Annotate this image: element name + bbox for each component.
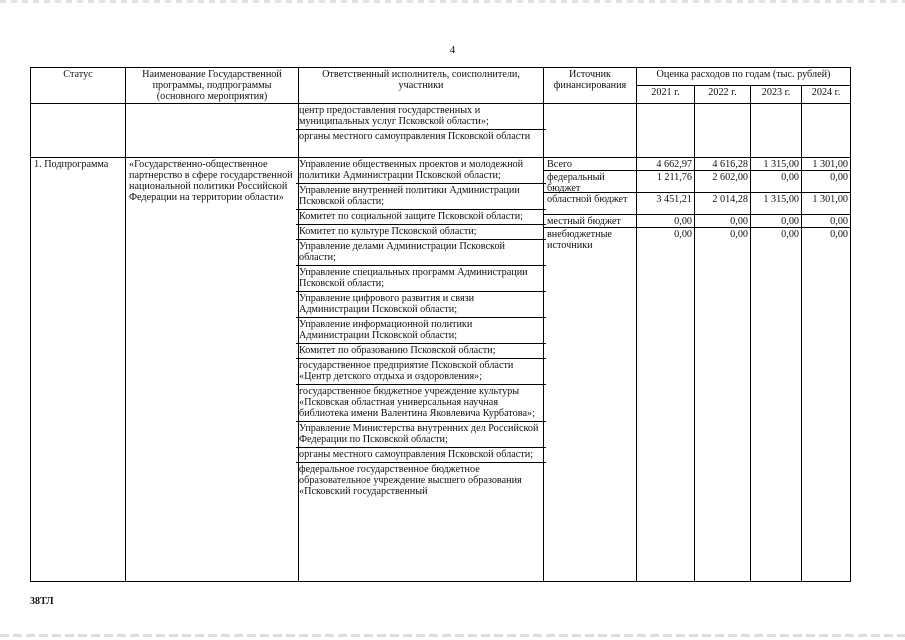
value-cell: 0,00 (802, 171, 850, 193)
executor-entry: Управление общественных проектов и молодежной политики Администрации Псковской области; (299, 159, 524, 181)
scan-artifact-bottom (0, 634, 905, 637)
cont-value-cell (637, 104, 695, 158)
value-cell: 1 301,00 (802, 193, 850, 215)
executor-entry: центр предоставления государственных и муниципальных услуг Псковской области»; (299, 105, 489, 127)
funding-source: местный бюджет (544, 215, 636, 228)
executor-entry: органы местного самоуправления Псковской области (296, 129, 546, 144)
executor-entry: органы местного самоуправления Псковской области; (296, 447, 546, 462)
year-2023-values (751, 158, 802, 582)
header-year: 2021 г. (637, 86, 695, 104)
executor-entry: Комитет по образованию Псковской области; (296, 343, 546, 358)
budget-table (30, 67, 851, 582)
value-cell: 1 211,76 (637, 171, 694, 193)
value-cell: 3 451,21 (637, 193, 694, 215)
executor-entry: федеральное государственное бюджетное образовательное учреждение высшего образования «Псковский государственный (296, 462, 546, 499)
cont-executors-cell (299, 104, 544, 158)
header-status: Статус (31, 68, 126, 104)
value-cell: 1 301,00 (802, 158, 850, 171)
value-cell: 4 616,28 (695, 158, 750, 171)
subprogram-row (31, 158, 851, 582)
executor-entry: Комитет по культуре Псковской области; (296, 224, 546, 239)
scan-artifact-top (0, 0, 905, 3)
header-year: 2023 г. (751, 86, 802, 104)
value-cell: 2 014,28 (695, 193, 750, 215)
funding-source: областной бюджет (544, 193, 636, 215)
executor-entry: Управление делами Администрации Псковской области; (296, 239, 546, 265)
header-executor: Ответственный исполнитель, соисполнители, участники (299, 68, 544, 104)
value-cell: 0,00 (751, 171, 801, 193)
funding-source: внебюджетные источники (547, 229, 612, 251)
header-year: 2022 г. (695, 86, 751, 104)
value-cell: 0,00 (637, 215, 694, 228)
header-row (31, 68, 851, 86)
value-cell: 4 662,97 (637, 158, 694, 171)
cont-value-cell (695, 104, 751, 158)
cont-status-cell (31, 104, 126, 158)
executor-entry: Управление информационной политики Администрации Псковской области; (296, 317, 546, 343)
cont-name-cell (126, 104, 299, 158)
header-source: Источник финансирования (544, 68, 637, 104)
cont-value-cell (751, 104, 802, 158)
cont-source-cell (544, 104, 637, 158)
value-cell: 0,00 (830, 229, 848, 240)
value-cell: 1 315,00 (751, 193, 801, 215)
executor-entry: государственное предприятие Псковской области «Центр детского отдыха и оздоровления»; (296, 358, 546, 384)
value-cell: 0,00 (674, 229, 692, 240)
continuation-row (31, 104, 851, 158)
value-cell: 0,00 (802, 215, 850, 228)
value-cell: 0,00 (730, 229, 748, 240)
executor-entry: Управление внутренней политики Администрации Псковской области; (296, 183, 546, 209)
subprogram-name: «Государственно-общественное партнерство в сфере государственной национальной политики Российской Федерации на территории области» (126, 158, 299, 582)
page-number: 4 (449, 44, 456, 56)
executor-entry: Управление Министерства внутренних дел Российской Федерации по Псковской области; (296, 421, 546, 447)
value-cell: 0,00 (695, 215, 750, 228)
executor-entry: Управление цифрового развития и связи Администрации Псковской области; (296, 291, 546, 317)
funding-source: федеральный бюджет (544, 171, 636, 193)
value-cell: 0,00 (781, 229, 799, 240)
subprogram-status: 1. Подпрограмма (31, 158, 126, 582)
header-estimate: Оценка расходов по годам (тыс. рублей) (637, 68, 851, 86)
footer-code: 38ТЛ (30, 596, 54, 607)
executor-entry: Управление специальных программ Администрации Псковской области; (296, 265, 546, 291)
subprogram-executors-cell (299, 158, 544, 582)
year-2022-values (695, 158, 751, 582)
year-2024-values (802, 158, 851, 582)
year-2021-values (637, 158, 695, 582)
executor-entry: государственное бюджетное учреждение культуры «Псковская областная универсальная научная библиотека имени Валентина Яковлевича Курбатова»; (296, 384, 546, 421)
value-cell: 2 602,00 (695, 171, 750, 193)
funding-source: Всего (544, 158, 636, 171)
header-year: 2024 г. (802, 86, 851, 104)
cont-value-cell (802, 104, 851, 158)
header-name: Наименование Государственной программы, подпрограммы (основного мероприятия) (126, 68, 299, 104)
value-cell: 1 315,00 (751, 158, 801, 171)
funding-source-cell (544, 158, 637, 582)
executor-entry: Комитет по социальной защите Псковской области; (296, 209, 546, 224)
value-cell: 0,00 (751, 215, 801, 228)
